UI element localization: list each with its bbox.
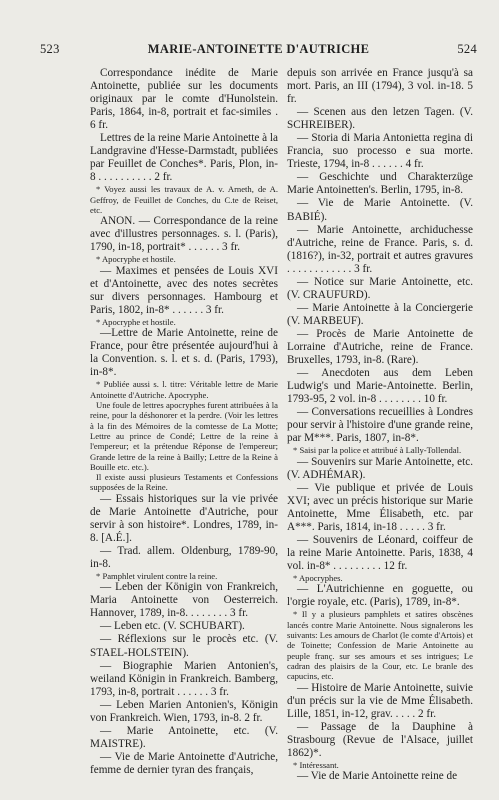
bibliography-entry: —Lettre de Marie Antoinette, reine de France, pour être présentée aujourd'hui à la Convention. s. l. et s. d. (Paris, 1793), in-8*. [90,327,278,379]
bibliography-entry: — Marie Antoinette, archiduchesse d'Autriche, reine de France. Paris, s. d. (1816?), in-32, portrait et autres gravures . . . . . . . . . . . . 3 fr. [287,223,473,275]
footnote: * Apocryphes. [293,573,343,584]
footnote: * Saisi par la police et attribué à Lally-Tollendal. [293,445,462,456]
bibliography-entry: — Passage de la Dauphine à Strasbourg (Revue de l'Alsace, juillet 1862)*. [287,720,473,759]
footnote: * Il y a plusieurs pamphlets et satires obscènes lancés contre Marie Antoinette. Nous signalerons les suivants: Les amours de Charlot (le comte d'Artois) et de Toinette; Confession de Marie Antoinette au peuple franç. sur ses amours et ses intrigues; Le cadran des plaisirs de la Cour, etc. Le branle des capucins, etc. [287,609,473,682]
footnote: Il existe aussi plusieurs Testaments et Confessions supposées de la Reine. [90,472,278,493]
bibliography-entry: Lettres de la reine Marie Antoinette à la Landgravine d'Hesse-Darmstadt, publiées par Feuillet de Conches*. Paris, Plon, in-8 . . . . . . . . . . 2 fr. [90,132,278,184]
bibliography-entry: — Maximes et pensées de Louis XVI et d'Antoinette, avec des notes secrètes sur divers personnages. Hambourg et Paris, 1802, in-8* . . . . . . 3 fr. [90,264,278,316]
bibliography-entry: — Vie publique et privée de Louis XVI; avec un précis historique sur Marie Antoinette, Mme Élisabeth, etc. par A***. Paris, 1814, in-18 . . . . . 3 fr. [287,481,473,533]
bibliography-entry: — Procès de Marie Antoinette de Lorraine d'Autriche, reine de France. Bruxelles, 1793, in-8. (Rare). [287,327,473,367]
bibliography-entry: — Leben Marien Antonien's, Königin von Frankreich. Wien, 1793, in-8. 2 fr. [90,698,278,724]
bibliography-entry-continuation: depuis son arrivée en France jusqu'à sa mort. Paris, an III (1794), 3 vol. in-18. 5 fr. [287,67,473,106]
footnote: * Voyez aussi les travaux de A. v. Arneth, de A. Geffroy, de Feuillet de Conches, du C.te de Reiset, etc. [90,184,278,216]
left-page-number: 523 [40,42,60,56]
right-column [287,67,473,792]
bibliography-entry: — Vie de Marie Antoinette reine de [297,770,458,783]
bibliography-entry: — Storia di Maria Antonietta regina di Francia, suo processo e sua morte. Trieste, 1794, in-8 . . . . . . 4 fr. [287,132,473,171]
bibliography-entry: — Geschichte und Charakterzüge Marie Antoinetten's. Berlin, 1795, in-8. [287,171,473,197]
footnote: * Pamphlet virulent contre la reine. [96,570,218,581]
bibliography-entry: — L'Autrichienne en goguette, ou l'orgie royale, etc. (Paris), 1789, in-8*. [287,583,473,609]
bibliography-entry: — Conversations recueillies à Londres pour servir à l'histoire d'une grande reine, par M***. Paris, 1807, in-8*. [287,406,473,445]
right-page-number: 524 [457,42,477,56]
bibliography-entry: ANON. — Correspondance de la reine avec d'illustres personnages. s. l. (Paris), 1790, in-18, portrait* . . . . . . 3 fr. [90,215,278,254]
bibliography-entry: — Essais historiques sur la vie privée de Marie Antoinette d'Autriche, pour servir à son histoire*. Londres, 1789, in-8. [A.É.]. [90,492,278,544]
bibliography-entry: — Marie Antoinette, etc. (V. MAISTRE). [90,724,278,750]
bibliography-entry: — Notice sur Marie Antoinette, etc. (V. CRAUFURD). [287,275,473,301]
bibliography-entry: — Réflexions sur le procès etc. (V. STAEL-HOLSTEIN). [90,633,278,659]
bibliography-entry: — Souvenirs sur Marie Antoinette, etc. (V. ADHÉMAR). [287,455,473,481]
bibliography-entry: — Biographie Marien Antonien's, weiland Königin in Frankreich. Bamberg, 1793, in-8, portrait . . . . . . 3 fr. [90,659,278,698]
bibliography-entry: — Marie Antoinette à la Conciergerie (V. MARBEUF). [287,301,473,327]
left-column [90,67,278,792]
footnote: * Apocryphe et hostile. [96,316,176,327]
bibliography-entry: — Souvenirs de Léonard, coiffeur de la reine Marie Antoinette. Paris, 1838, 4 vol. in-8* . . . . . . . . . 12 fr. [287,533,473,573]
bibliography-entry: — Histoire de Marie Antoinette, suivie d'un précis sur la vie de Mme Élisabeth. Lille, 1851, in-12, grav. . . . . 2 fr. [287,681,473,720]
footnote: Une foule de lettres apocryphes furent attribuées à la reine, pour la déshonorer et la perdre. (Voir les lettres à la fin des Mémoires de la comtesse de La Motte; Lettre au prince de Condé; Lettre de la reine à l'empereur; et la prétendue Réponse de l'empereur; Grande lettre de la reine à Bailly; Lettre de la Reine à Bouille etc. etc.). [90,400,278,472]
bibliography-entry: — Anecdoten aus dem Leben Ludwig's und Marie-Antoinette. Berlin, 1793-95, 2 vol. in-8 . . . . . . . . 10 fr. [287,367,473,406]
bibliography-entry: — Leben der Königin von Frankreich, Maria Antoinette von Oesterreich. Hannover, 1789, in-8. . . . . . . . 3 fr. [90,581,278,620]
bibliography-entry: — Leben etc. (V. SCHUBART). [100,620,245,633]
bibliography-entry: — Trad. allem. Oldenburg, 1789-90, in-8. [90,544,278,570]
bibliography-entry: Correspondance inédite de Marie Antoinette, publiée sur les documents originaux par le comte d'Hunolstein. Paris, 1864, in-8, portrait et fac-similes . 6 fr. [90,67,278,132]
bibliography-entry: — Vie de Marie Antoinette d'Autriche, femme de dernier tyran des français, [90,750,278,776]
footnote: * Intéressant. [293,759,339,770]
page-header [40,42,477,58]
running-title: MARIE-ANTOINETTE D'AUTRICHE [147,42,370,56]
bibliography-entry: — Vie de Marie Antoinette. (V. BABIÉ). [287,197,473,223]
footnote: * Apocryphe et hostile. [96,254,176,265]
bibliography-entry: — Scenen aus den letzen Tagen. (V. SCHREIBER). [287,106,473,132]
footnote: * Publiée aussi s. l. titre: Véritable lettre de Marie Antoinette d'Autriche. Apocryphe. [90,379,278,400]
